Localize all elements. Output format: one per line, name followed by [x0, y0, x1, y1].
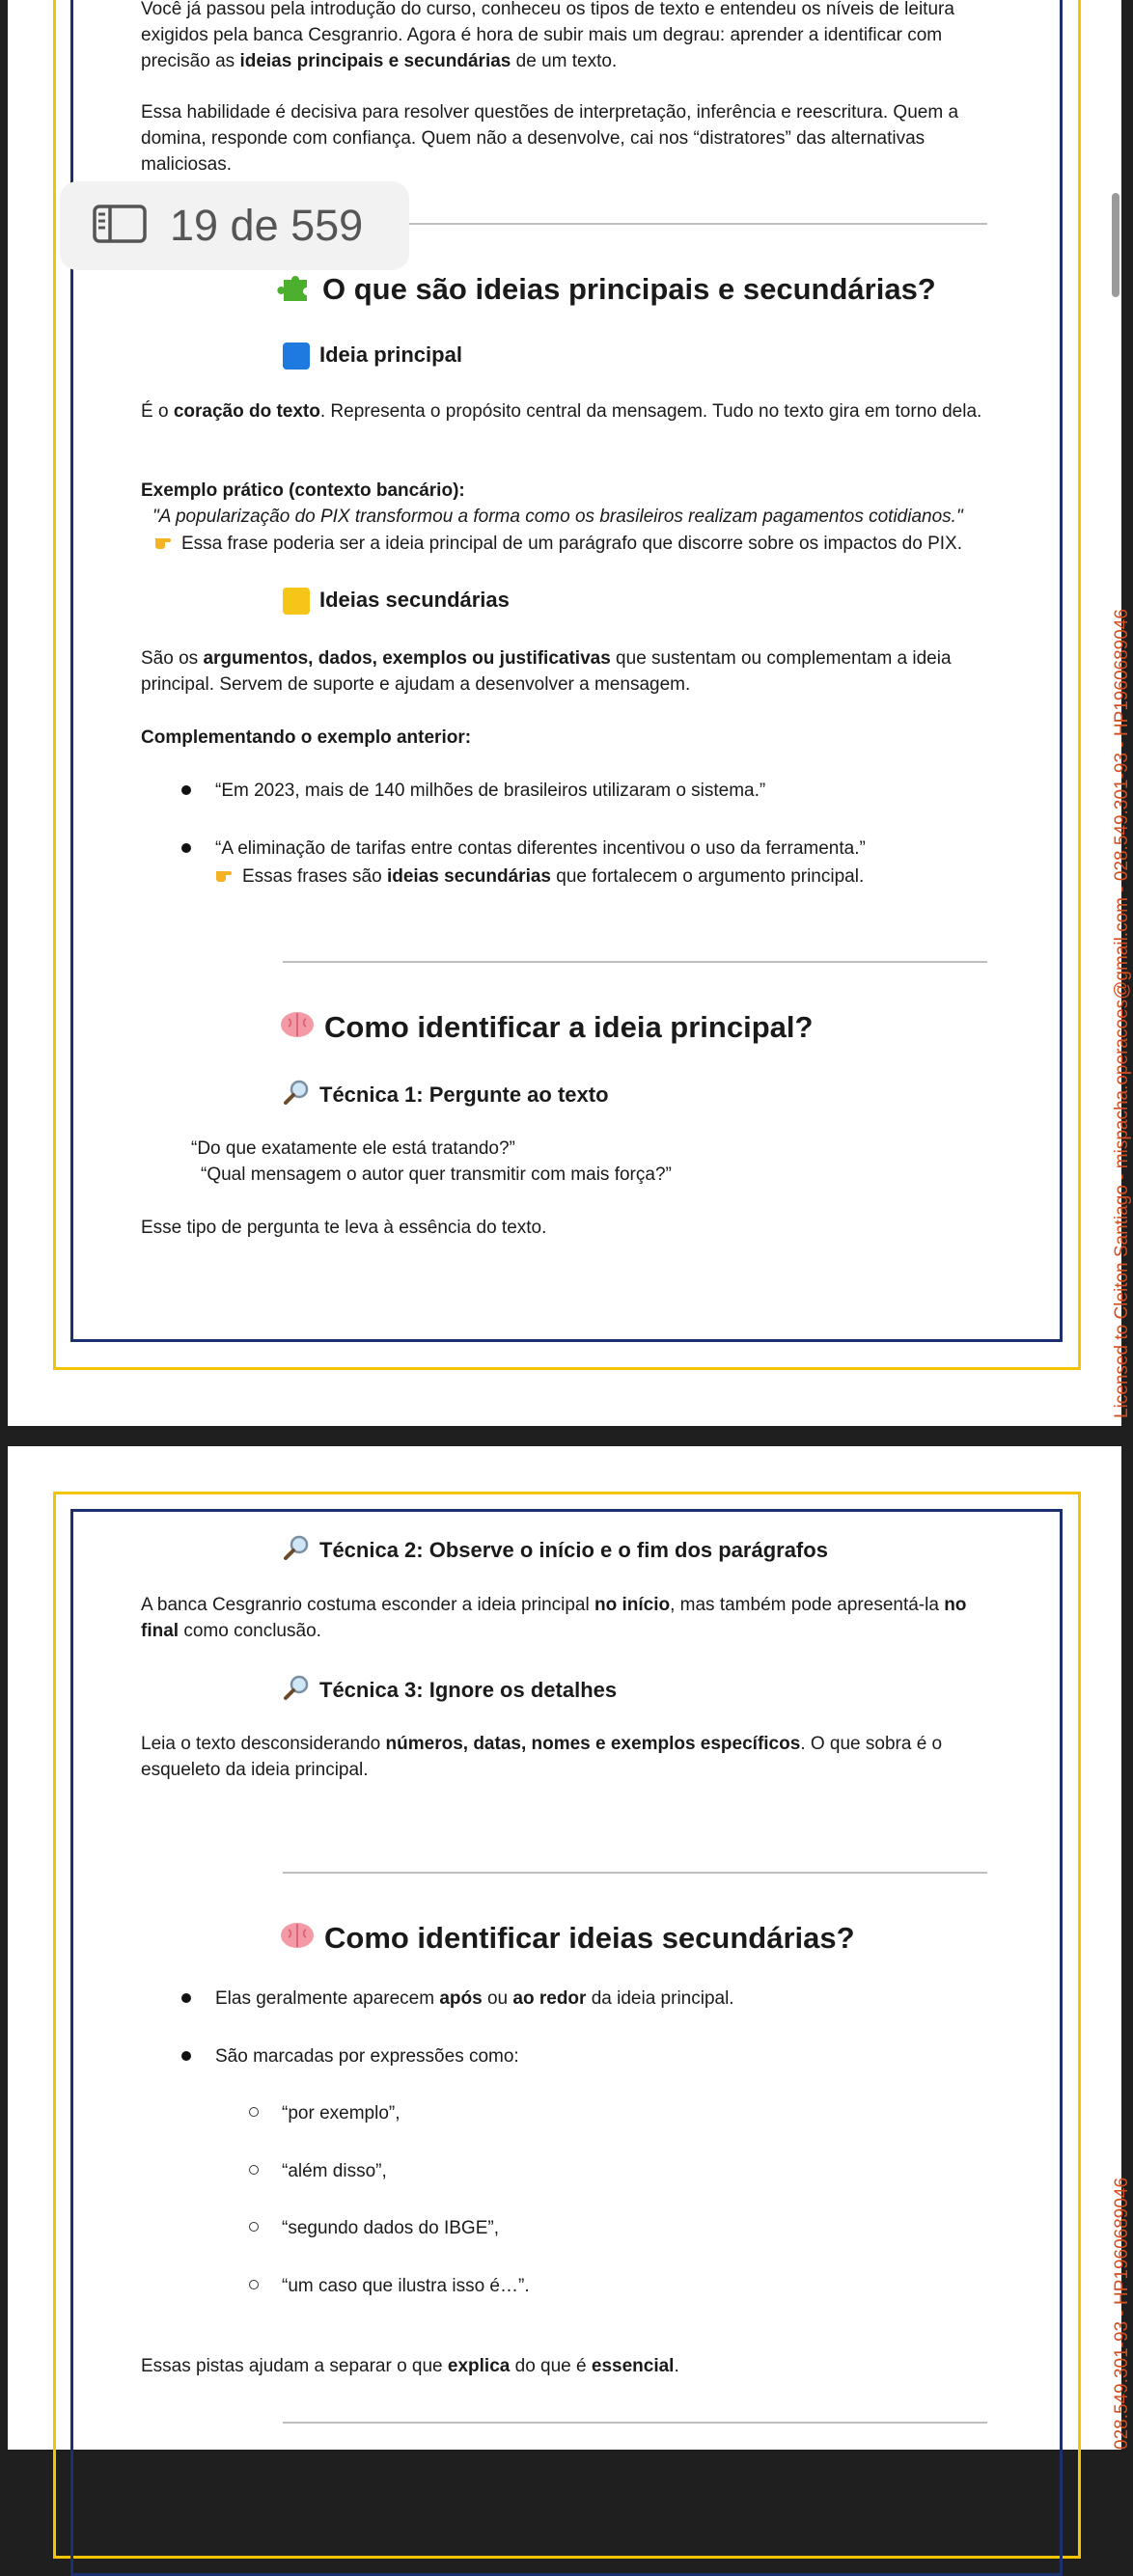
- expression-item: “um caso que ilustra isso é…”.: [282, 2276, 530, 2296]
- bullet: [181, 1993, 191, 2003]
- magnifying-glass-icon: [283, 1674, 310, 1709]
- sub-bullet: [249, 2222, 259, 2232]
- bullet: [181, 785, 191, 795]
- how-main-idea-title: Como identificar a ideia principal?: [280, 1008, 813, 1049]
- secondary-definition: São os argumentos, dados, exemplos ou justificativas que sustentam ou complementam a ideia principal. Servem de suporte e ajudam a desenvolver a mensagem.: [141, 648, 952, 695]
- technique-2-heading: Técnica 2: Observe o início e o fim dos parágrafos: [283, 1534, 828, 1569]
- sub-bullet: [249, 2280, 259, 2289]
- technique-1-conclusion: Esse tipo de pergunta te leva à essência do texto.: [141, 1218, 547, 1238]
- technique-3-text: Leia o texto desconsiderando números, datas, nomes e exemplos específicos. O que sobra é o esqueleto da ideia principal.: [141, 1734, 943, 1780]
- intro-paragraph-2: Essa habilidade é decisiva para resolver questões de interpretação, inferência e reescritura. Quem a domina, responde com confiança. Quem não a desenvolve, cai nos “distratores” das alternativas maliciosas.: [141, 102, 959, 175]
- sidebar-toggle-icon[interactable]: [93, 205, 147, 248]
- example-label: Exemplo prático (contexto bancário):: [141, 480, 465, 501]
- document-page-2: [8, 1446, 1132, 2450]
- puzzle-piece-icon: [280, 270, 313, 313]
- technique-3-heading: Técnica 3: Ignore os detalhes: [283, 1674, 617, 1709]
- section-divider: [283, 961, 987, 963]
- sub-bullet: [249, 2107, 259, 2117]
- bullet: [181, 2051, 191, 2061]
- pointing-hand-icon: [154, 531, 176, 557]
- secondary-note: Essas frases são ideias secundárias que fortalecem o argumento principal.: [215, 863, 987, 890]
- magnifying-glass-icon: [283, 1534, 310, 1569]
- license-watermark: 028.549.301-93 - HP1960689046: [1112, 2177, 1132, 2450]
- question-1: “Do que exatamente ele está tratando?”: [191, 1138, 515, 1159]
- expression-item: “além disso”,: [282, 2161, 387, 2181]
- yellow-square-icon: [283, 588, 310, 615]
- example-quote: "A popularização do PIX transformou a forma como os brasileiros realizam pagamentos cotidianos.": [152, 507, 963, 527]
- complement-label: Complementando o exemplo anterior:: [141, 727, 472, 748]
- secondary-ideas-heading: Ideias secundárias: [283, 586, 510, 615]
- blue-square-icon: [283, 343, 310, 370]
- example-note: Essa frase poderia ser a ideia principal de um parágrafo que discorre sobre os impactos do PIX.: [154, 531, 1004, 557]
- scrollbar-thumb[interactable]: [1112, 193, 1119, 297]
- page-border-navy: [70, 1509, 1063, 2576]
- technique-1-heading: Técnica 1: Pergunte ao texto: [283, 1079, 609, 1113]
- bullet: [181, 843, 191, 853]
- section-title: O que são ideias principais e secundárias?: [280, 270, 936, 313]
- page-counter[interactable]: [60, 181, 409, 270]
- license-watermark: Licensed to Cleiton Santiago - mispacha.operacoes@gmail.com - 028.549.301-93 - HP1960689046: [1112, 609, 1132, 1418]
- question-2: “Qual mensagem o autor quer transmitir com mais força?”: [201, 1165, 672, 1185]
- list-item: Elas geralmente aparecem após ou ao redor da ideia principal.: [215, 1988, 734, 2009]
- how-secondary-title: Como identificar ideias secundárias?: [280, 1919, 855, 1959]
- section-divider: [283, 1872, 987, 1874]
- magnifying-glass-icon: [283, 1079, 310, 1113]
- main-idea-definition: É o coração do texto. Representa o propósito central da mensagem. Tudo no texto gira em torno dela.: [141, 401, 982, 422]
- closing-paragraph: Essas pistas ajudam a separar o que explica do que é essencial.: [141, 2356, 679, 2376]
- list-item: “Em 2023, mais de 140 milhões de brasileiros utilizaram o sistema.”: [215, 781, 766, 801]
- section-divider: [283, 2422, 987, 2424]
- brain-icon: [280, 1010, 315, 1049]
- pointing-hand-icon: [215, 863, 236, 890]
- intro-paragraph-1: Você já passou pela introdução do curso, conheceu os tipos de texto e entendeu os níveis de leitura exigidos pela banca Cesgranrio. Agora é hora de subir mais um degrau: aprender a identificar com precisão as ideias principais e secundárias de um texto.: [141, 0, 954, 71]
- sub-bullet: [249, 2165, 259, 2175]
- technique-2-text: A banca Cesgranrio costuma esconder a ideia principal no início, mas também pode apresentá-la no final como conclusão.: [141, 1595, 967, 1641]
- list-item: São marcadas por expressões como:: [215, 2046, 519, 2067]
- expression-item: “por exemplo”,: [282, 2103, 401, 2124]
- page-counter-label: 19 de 559: [170, 201, 364, 250]
- brain-icon: [280, 1921, 315, 1959]
- main-idea-heading: Ideia principal: [283, 341, 462, 370]
- expression-item: “segundo dados do IBGE”,: [282, 2218, 499, 2238]
- list-item: “A eliminação de tarifas entre contas diferentes incentivou o uso da ferramenta.”: [215, 838, 866, 859]
